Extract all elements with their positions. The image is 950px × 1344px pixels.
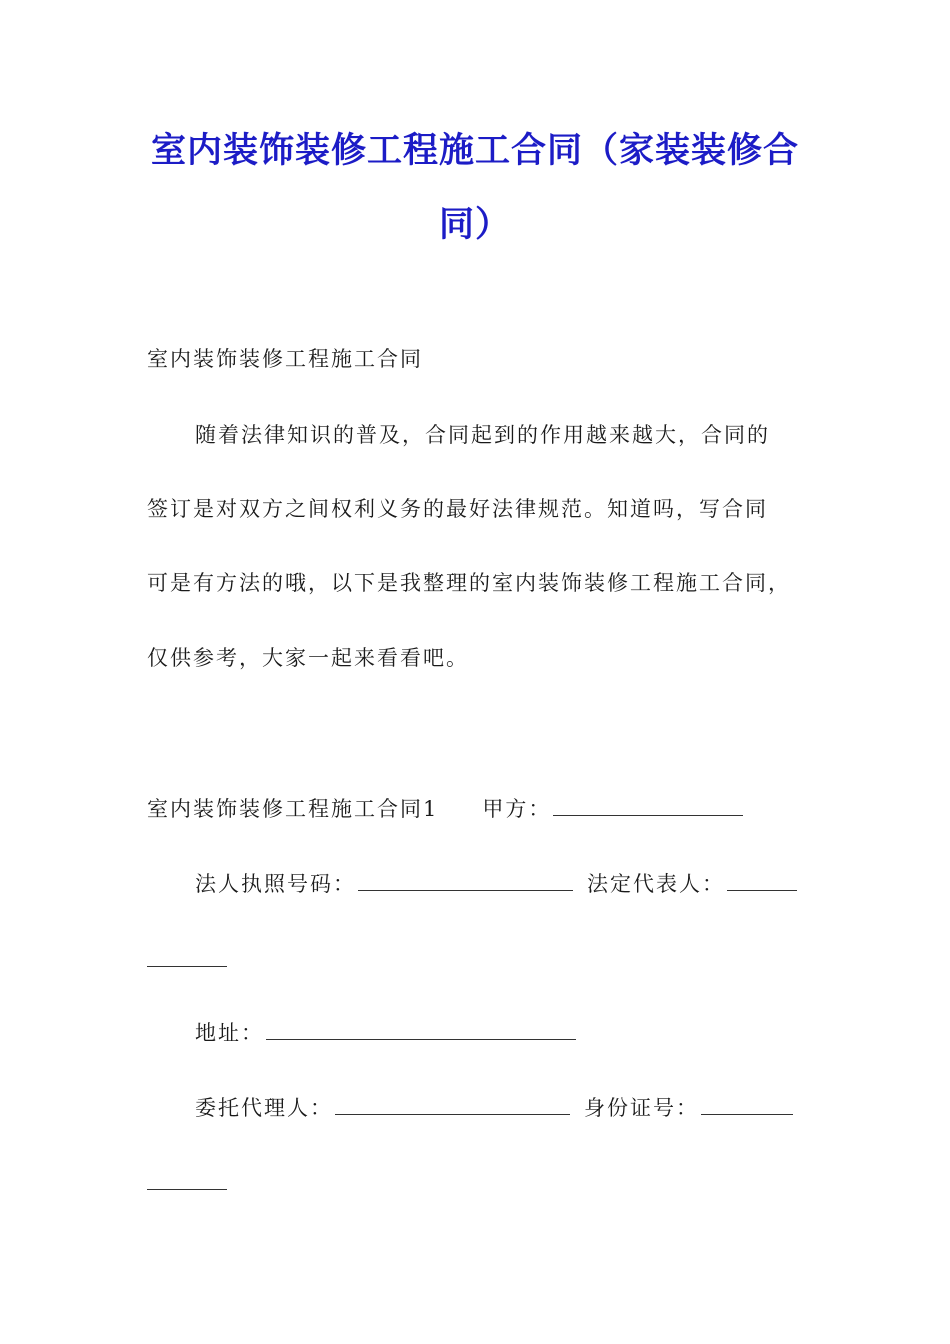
agent-blank xyxy=(335,1096,570,1115)
address-blank xyxy=(266,1021,576,1040)
intro-line-1: 随着法律知识的普及，合同起到的作用越来越大，合同的 xyxy=(195,423,770,447)
contract-heading-row xyxy=(147,797,745,820)
subtitle: 室内装饰装修工程施工合同 xyxy=(147,347,423,371)
intro-line-4: 仅供参考，大家一起来看看吧。 xyxy=(147,646,469,670)
license-row xyxy=(195,872,799,895)
legal-rep-blank xyxy=(727,872,797,891)
legal-rep-continuation xyxy=(147,948,227,971)
agent-label: 委托代理人： xyxy=(195,1096,333,1120)
id-label: 身份证号： xyxy=(584,1096,699,1120)
legal-rep-blank-continued xyxy=(147,948,227,967)
license-blank xyxy=(358,872,573,891)
intro-line-3: 可是有方法的哦，以下是我整理的室内装饰装修工程施工合同， xyxy=(147,571,791,595)
address-label: 地址： xyxy=(195,1021,264,1045)
party-a-blank xyxy=(553,797,743,816)
legal-rep-label: 法定代表人： xyxy=(587,872,725,896)
address-row xyxy=(195,1021,578,1044)
party-a-label: 甲方： xyxy=(482,797,552,821)
document-title-line-1: 室内装饰装修工程施工合同（家装装修合 xyxy=(150,131,799,171)
id-continuation xyxy=(147,1171,227,1194)
id-blank xyxy=(701,1096,793,1115)
document-title-line-2: 同） xyxy=(438,205,511,245)
contract-heading: 室内装饰装修工程施工合同1 xyxy=(147,797,439,821)
id-blank-continued xyxy=(147,1171,227,1190)
intro-line-2: 签订是对双方之间权利义务的最好法律规范。知道吗，写合同 xyxy=(147,497,768,521)
agent-row xyxy=(195,1096,795,1119)
license-label: 法人执照号码： xyxy=(195,872,356,896)
